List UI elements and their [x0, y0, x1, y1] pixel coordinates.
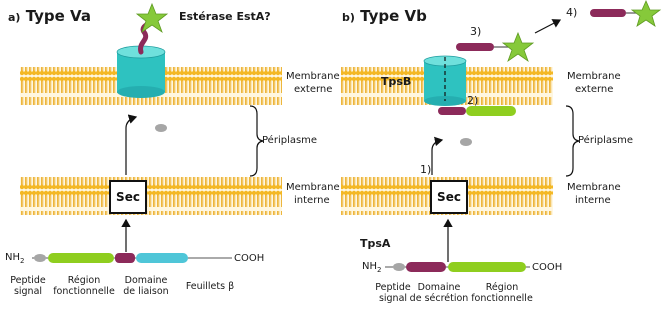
cleavage-arrow-a: [126, 117, 136, 175]
sec-label-b: Sec: [437, 190, 461, 204]
outer-membrane-label-b-line2: externe: [575, 84, 614, 95]
inner-membrane-a: [20, 177, 282, 215]
outer-membrane-label-b: [567, 70, 621, 96]
domain-label-b-2-l2: fonctionnelle: [471, 293, 533, 304]
domain-label-a-1-l1: Région: [67, 275, 101, 286]
inner-membrane-label-a: [286, 181, 340, 207]
tpsa-released: [590, 1, 660, 26]
domain-label-a-1: [48, 275, 120, 297]
step-1-label: 1): [420, 163, 432, 176]
panel-a-heading: [8, 8, 91, 26]
signal-peptide-released-b: [460, 138, 472, 146]
inner-membrane-label-b: [567, 181, 621, 207]
tpsa-periplasmic: [438, 106, 516, 116]
outer-membrane-label-a-line1: Membrane: [286, 71, 340, 82]
nh2-label-b: [362, 261, 381, 276]
nh2-text-b: NH: [362, 261, 377, 272]
outer-membrane-label-b-line1: Membrane: [567, 71, 621, 82]
esterase-label: Estérase EstA?: [179, 10, 271, 23]
cleavage-arrow-b: [432, 140, 442, 175]
nh2-label-a: [5, 252, 24, 267]
tpsa-label: TpsA: [360, 237, 391, 250]
periplasm-label-a: Périplasme: [262, 135, 318, 146]
domain-label-a-2-l1: Domaine: [124, 275, 168, 286]
step-3-label: 3): [470, 25, 482, 38]
tpsb-barrel: [424, 56, 466, 106]
panel-b-title: Type Vb: [360, 7, 427, 25]
domain-label-a-0: [2, 275, 54, 297]
precursor-protein-b: [385, 262, 530, 272]
nh2-sub-b: 2: [377, 266, 382, 274]
domain-label-b-1-l2: de sécrétion: [409, 293, 469, 304]
domain-label-b-1: [406, 282, 472, 304]
domain-label-b-2-l1: Région: [485, 282, 519, 293]
domain-label-b-2: [466, 282, 538, 304]
domain-label-a-2: [116, 275, 176, 297]
domain-label-a-2-l2: de liaison: [123, 286, 169, 297]
cooh-label-b: COOH: [532, 262, 563, 273]
panel-b-letter: b): [342, 11, 355, 24]
domain-label-a-3-l1: Feuillets β: [185, 281, 235, 292]
step-4-label: 4): [566, 6, 578, 19]
inner-membrane-label-b-line2: interne: [575, 195, 611, 206]
inner-membrane-label-b-line1: Membrane: [567, 182, 621, 193]
outer-membrane-label-a: [286, 70, 340, 96]
sec-translocon-b: [430, 180, 468, 214]
sec-label-a: Sec: [116, 190, 140, 204]
periplasm-label-b: Périplasme: [578, 135, 634, 146]
domain-label-a-0-l2: signal: [13, 286, 43, 297]
tpsb-label: TpsB: [381, 75, 412, 88]
domain-label-b-0-l1: Peptide: [375, 282, 411, 293]
tpsa-surface: [456, 33, 533, 61]
precursor-protein-a: [32, 253, 232, 263]
inner-membrane-label-a-line1: Membrane: [286, 182, 340, 193]
panel-a-letter: a): [8, 11, 21, 24]
release-arrow: [535, 20, 560, 33]
domain-label-a-1-l2: fonctionnelle: [53, 286, 115, 297]
nh2-text-a: NH: [5, 252, 20, 263]
signal-peptide-released-a: [155, 124, 167, 132]
outer-membrane-label-a-line2: externe: [294, 84, 333, 95]
nh2-sub-a: 2: [20, 257, 25, 265]
step-2-label: 2): [467, 94, 479, 107]
sec-translocon-a: [109, 180, 147, 214]
domain-label-b-0-l2: signal: [378, 293, 408, 304]
domain-label-b-1-l1: Domaine: [417, 282, 461, 293]
domain-label-a-3: [178, 281, 242, 292]
cooh-label-a: COOH: [234, 253, 265, 264]
panel-b-heading: [342, 8, 427, 26]
domain-label-a-0-l1: Peptide: [10, 275, 46, 286]
panel-a-title: Type Va: [25, 7, 91, 25]
inner-membrane-label-a-line2: interne: [294, 195, 330, 206]
